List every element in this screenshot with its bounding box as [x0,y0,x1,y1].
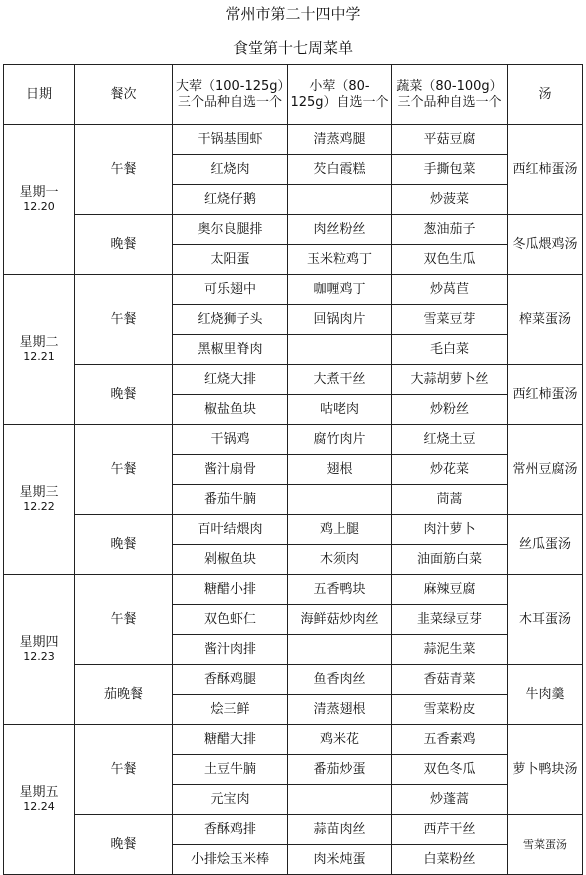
weekday-label: 星期二 [19,335,59,350]
table-row [4,815,583,845]
menu-title: 食堂第十七周菜单 [232,39,353,57]
soup-dish: 榨菜蛋汤 [508,275,583,365]
meal-label: 晚餐 [75,515,173,575]
small-meat-dish: 蒜苗肉丝 [288,815,392,845]
vegetable-dish: 蒜泥生菜 [392,635,508,665]
small-meat-dish [288,185,392,215]
small-meat-dish: 五香鸭块 [288,575,392,605]
table-row [4,575,583,605]
table-row [4,515,583,545]
small-meat-dish: 翅根 [288,455,392,485]
soup-dish: 常州豆腐汤 [508,425,583,515]
big-meat-dish: 黑椒里脊肉 [173,335,288,365]
vegetable-dish: 五香素鸡 [392,725,508,755]
meal-label: 午餐 [75,575,173,665]
vegetable-dish: 双色冬瓜 [392,755,508,785]
vegetable-dish: 双色生瓜 [392,245,508,275]
small-meat-dish: 木须肉 [288,545,392,575]
soup-dish: 冬瓜煨鸡汤 [508,215,583,275]
big-meat-dish: 番茄牛腩 [173,485,288,515]
date-label: 12.23 [23,650,55,663]
big-meat-dish: 酱汁扇骨 [173,455,288,485]
big-meat-dish: 太阳蛋 [173,245,288,275]
big-meat-dish: 红烧大排 [173,365,288,395]
table-row [4,275,583,305]
vegetable-dish: 西芹干丝 [392,815,508,845]
date-label: 12.21 [23,350,55,363]
big-meat-dish: 烩三鲜 [173,695,288,725]
table-row [4,665,583,695]
meal-label: 晚餐 [75,365,173,425]
header-row [4,65,583,125]
header-soup: 汤 [508,65,583,125]
soup-dish: 萝卜鸭块汤 [508,725,583,815]
big-meat-dish: 干锅鸡 [173,425,288,455]
vegetable-dish: 炒菠菜 [392,185,508,215]
header-date: 日期 [4,65,75,125]
soup-dish: 西红柿蛋汤 [508,365,583,425]
big-meat-dish: 干锅基围虾 [173,125,288,155]
day-cell [4,725,75,875]
small-meat-dish: 腐竹肉片 [288,425,392,455]
small-meat-dish: 鱼香肉丝 [288,665,392,695]
soup-dish: 西红柿蛋汤 [508,125,583,215]
vegetable-dish: 韭菜绿豆芽 [392,605,508,635]
vegetable-dish: 雪菜粉皮 [392,695,508,725]
weekday-label: 星期五 [19,785,59,800]
small-meat-dish: 芡白霞糕 [288,155,392,185]
big-meat-dish: 小排烩玉米棒 [173,845,288,875]
school-name: 常州市第二十四中学 [225,5,361,23]
small-meat-dish [288,335,392,365]
meal-label: 午餐 [75,725,173,815]
small-meat-dish: 清蒸鸡腿 [288,125,392,155]
day-cell [4,125,75,275]
small-meat-dish [288,785,392,815]
vegetable-dish: 麻辣豆腐 [392,575,508,605]
vegetable-dish: 红烧土豆 [392,425,508,455]
header-meal: 餐次 [75,65,173,125]
date-label: 12.22 [23,500,55,513]
small-meat-dish: 海鲜菇炒肉丝 [288,605,392,635]
vegetable-dish: 平菇豆腐 [392,125,508,155]
vegetable-dish: 肉汁萝卜 [392,515,508,545]
small-meat-dish: 咖喱鸡丁 [288,275,392,305]
day-cell [4,425,75,575]
big-meat-dish: 双色虾仁 [173,605,288,635]
big-meat-dish: 红烧肉 [173,155,288,185]
header-big-meat: 大荤（100-125g）三个品种自选一个 [173,65,288,125]
small-meat-dish: 肉丝粉丝 [288,215,392,245]
soup-dish: 雪菜蛋汤 [508,815,583,875]
weekday-label: 星期三 [19,485,59,500]
big-meat-dish: 椒盐鱼块 [173,395,288,425]
vegetable-dish: 炒粉丝 [392,395,508,425]
small-meat-dish: 玉米粒鸡丁 [288,245,392,275]
big-meat-dish: 红烧仔鹅 [173,185,288,215]
big-meat-dish: 糖醋小排 [173,575,288,605]
soup-dish: 木耳蛋汤 [508,575,583,665]
vegetable-dish: 雪菜豆芽 [392,305,508,335]
small-meat-dish: 番茄炒蛋 [288,755,392,785]
day-cell [4,575,75,725]
meal-label: 晚餐 [75,815,173,875]
small-meat-dish [288,485,392,515]
vegetable-dish: 香菇青菜 [392,665,508,695]
vegetable-dish: 葱油茄子 [392,215,508,245]
big-meat-dish: 土豆牛腩 [173,755,288,785]
meal-label: 午餐 [75,275,173,365]
big-meat-dish: 可乐翅中 [173,275,288,305]
vegetable-dish: 炒花菜 [392,455,508,485]
big-meat-dish: 酱汁肉排 [173,635,288,665]
table-row [4,215,583,245]
big-meat-dish: 元宝肉 [173,785,288,815]
vegetable-dish: 大蒜胡萝卜丝 [392,365,508,395]
small-meat-dish: 鸡上腿 [288,515,392,545]
small-meat-dish [288,635,392,665]
meal-label: 茄晚餐 [75,665,173,725]
small-meat-dish: 清蒸翅根 [288,695,392,725]
vegetable-dish: 油面筋白菜 [392,545,508,575]
soup-dish: 牛肉羹 [508,665,583,725]
day-cell [4,275,75,425]
menu-table [3,64,583,875]
big-meat-dish: 奥尔良腿排 [173,215,288,245]
weekday-label: 星期四 [19,635,59,650]
table-row [4,425,583,455]
small-meat-dish: 鸡米花 [288,725,392,755]
weekday-label: 星期一 [19,185,59,200]
vegetable-dish: 茼蒿 [392,485,508,515]
soup-dish: 丝瓜蛋汤 [508,515,583,575]
header-small-meat: 小荤（80-125g）自选一个 [288,65,392,125]
vegetable-dish: 毛白菜 [392,335,508,365]
header-vegetable: 蔬菜（80-100g）三个品种自选一个 [392,65,508,125]
table-row [4,725,583,755]
big-meat-dish: 香酥鸡排 [173,815,288,845]
vegetable-dish: 白菜粉丝 [392,845,508,875]
big-meat-dish: 香酥鸡腿 [173,665,288,695]
date-label: 12.24 [23,800,55,813]
meal-label: 午餐 [75,425,173,515]
table-row [4,365,583,395]
big-meat-dish: 糖醋大排 [173,725,288,755]
small-meat-dish: 回锅肉片 [288,305,392,335]
big-meat-dish: 剁椒鱼块 [173,545,288,575]
meal-label: 晚餐 [75,215,173,275]
big-meat-dish: 红烧狮子头 [173,305,288,335]
vegetable-dish: 炒莴苣 [392,275,508,305]
date-label: 12.20 [23,200,55,213]
small-meat-dish: 肉米炖蛋 [288,845,392,875]
big-meat-dish: 百叶结煨肉 [173,515,288,545]
small-meat-dish: 咕咾肉 [288,395,392,425]
vegetable-dish: 手撕包菜 [392,155,508,185]
meal-label: 午餐 [75,125,173,215]
table-row [4,125,583,155]
small-meat-dish: 大煮干丝 [288,365,392,395]
vegetable-dish: 炒蓬蒿 [392,785,508,815]
